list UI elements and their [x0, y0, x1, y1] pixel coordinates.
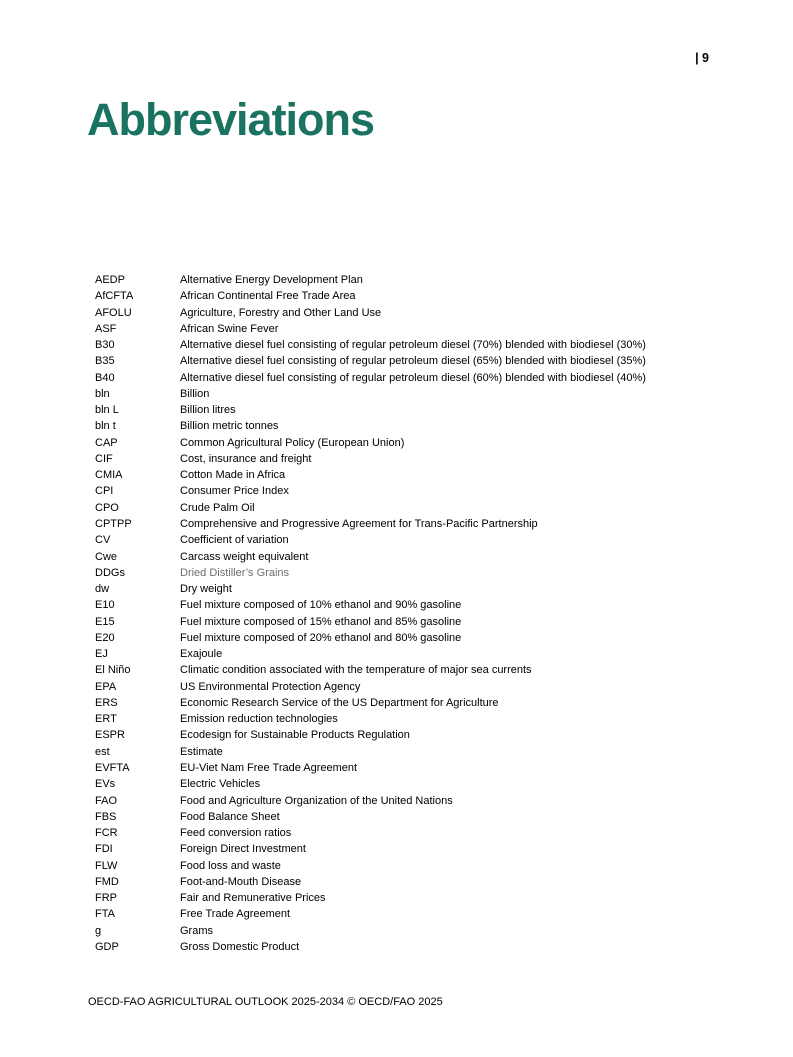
- list-item: [95, 288, 735, 304]
- abbreviation-definition: Electric Vehicles: [180, 778, 261, 791]
- abbreviation-definition: EU-Viet Nam Free Trade Agreement: [180, 761, 358, 774]
- abbreviation-definition: Fuel mixture composed of 15% ethanol and 85% gasoline: [180, 615, 462, 628]
- abbreviation-definition: Cost, insurance and freight: [180, 452, 312, 465]
- abbreviation-definition: Billion litres: [180, 404, 236, 417]
- abbreviation-definition: Ecodesign for Sustainable Products Regulation: [180, 729, 410, 742]
- abbreviation-definition: African Continental Free Trade Area: [180, 290, 356, 303]
- abbreviation-term: est: [95, 745, 110, 758]
- list-item: [95, 923, 735, 939]
- abbreviation-definition: Alternative Energy Development Plan: [180, 274, 363, 286]
- list-item: [95, 809, 735, 825]
- list-item: [95, 679, 735, 695]
- abbreviation-term: AFOLU: [95, 306, 132, 319]
- list-item: [95, 483, 735, 499]
- list-item: [95, 321, 735, 337]
- abbreviation-term: ASF: [95, 322, 117, 335]
- list-item: [95, 793, 735, 809]
- abbreviation-definition: Billion metric tonnes: [180, 420, 279, 433]
- abbreviation-term: FCR: [95, 827, 118, 840]
- abbreviation-term: GDP: [95, 940, 119, 953]
- list-item: [95, 272, 735, 288]
- abbreviation-definition: Food Balance Sheet: [180, 810, 280, 823]
- abbreviation-term: FAO: [95, 794, 118, 807]
- abbreviation-definition: Billion: [180, 387, 210, 400]
- list-item: [95, 776, 735, 792]
- list-item: [95, 451, 735, 467]
- list-item: [95, 435, 735, 451]
- abbreviation-definition: US Environmental Protection Agency: [180, 680, 361, 693]
- list-item: [95, 695, 735, 711]
- abbreviation-definition: Exajoule: [180, 648, 223, 661]
- abbreviation-term: ERS: [95, 696, 118, 709]
- list-item: [95, 581, 735, 597]
- abbreviation-term: FMD: [95, 875, 119, 888]
- abbreviation-definition: Grams: [180, 924, 213, 937]
- abbreviation-definition: Free Trade Agreement: [180, 908, 291, 921]
- list-item: [95, 825, 735, 841]
- list-item: [95, 662, 735, 678]
- abbreviation-term: B40: [95, 371, 115, 384]
- abbreviation-term: AfCFTA: [95, 290, 134, 303]
- list-item: [95, 370, 735, 386]
- abbreviation-definition: Agriculture, Forestry and Other Land Use: [180, 306, 382, 319]
- abbreviation-term: CAP: [95, 436, 118, 449]
- abbreviation-term: FRP: [95, 892, 117, 905]
- abbreviation-term: B35: [95, 355, 115, 368]
- abbreviation-definition: Coefficient of variation: [180, 534, 289, 547]
- abbreviation-definition: Alternative diesel fuel consisting of regular petroleum diesel (65%) blended with biodiesel (35%): [180, 355, 646, 368]
- abbreviation-definition: Economic Research Service of the US Department for Agriculture: [180, 696, 499, 709]
- abbreviation-term: E15: [95, 615, 115, 628]
- abbreviation-definition: Fuel mixture composed of 20% ethanol and 80% gasoline: [180, 631, 462, 644]
- abbreviation-definition: Gross Domestic Product: [180, 940, 300, 953]
- abbreviation-definition: Food loss and waste: [180, 859, 281, 872]
- abbreviation-definition: Comprehensive and Progressive Agreement for Trans-Pacific Partnership: [180, 517, 538, 530]
- list-item: [95, 305, 735, 321]
- abbreviation-term: B30: [95, 339, 115, 352]
- abbreviation-definition: Foreign Direct Investment: [180, 843, 306, 856]
- abbreviation-term: FLW: [95, 859, 118, 872]
- abbreviation-definition: Dry weight: [180, 583, 232, 596]
- list-item: [95, 418, 735, 434]
- abbreviation-term: dw: [95, 583, 110, 596]
- list-item: [95, 337, 735, 353]
- list-item: [95, 711, 735, 727]
- abbreviation-term: bln t: [95, 420, 116, 433]
- abbreviation-term: FDI: [95, 843, 113, 856]
- list-item: [95, 939, 735, 955]
- abbreviation-term: CMIA: [95, 469, 123, 482]
- abbreviation-definition: Fuel mixture composed of 10% ethanol and 90% gasoline: [180, 599, 462, 612]
- list-item: [95, 353, 735, 369]
- abbreviation-term: EPA: [95, 680, 117, 693]
- page-footer: OECD-FAO AGRICULTURAL OUTLOOK 2025-2034 © OECD/FAO 2025: [88, 996, 443, 1008]
- list-item: [95, 646, 735, 662]
- page-number: | 9: [695, 51, 709, 65]
- abbreviation-definition: Consumer Price Index: [180, 485, 289, 498]
- abbreviation-term: DDGs: [95, 566, 125, 579]
- list-item: [95, 532, 735, 548]
- abbreviation-term: CPO: [95, 501, 119, 514]
- abbreviation-definition: Climatic condition associated with the temperature of major sea currents: [180, 664, 532, 677]
- list-item: [95, 906, 735, 922]
- abbreviation-term: E10: [95, 599, 115, 612]
- abbreviation-definition: Alternative diesel fuel consisting of regular petroleum diesel (70%) blended with biodiesel (30%): [180, 339, 646, 352]
- abbreviation-term: ERT: [95, 713, 117, 726]
- abbreviation-definition: Crude Palm Oil: [180, 501, 255, 514]
- page-title: Abbreviations: [87, 94, 375, 145]
- list-item: [95, 744, 735, 760]
- abbreviation-term: EVs: [95, 778, 116, 791]
- list-item: [95, 841, 735, 857]
- list-item: [95, 890, 735, 906]
- list-item: [95, 500, 735, 516]
- abbreviation-term: CPI: [95, 485, 114, 498]
- abbreviation-definition: Common Agricultural Policy (European Union): [180, 436, 405, 449]
- abbreviation-definition: Foot-and-Mouth Disease: [180, 875, 302, 888]
- abbreviation-term: AEDP: [95, 274, 125, 286]
- abbreviation-term: E20: [95, 631, 115, 644]
- abbreviation-definition: Cotton Made in Africa: [180, 469, 286, 482]
- list-item: [95, 614, 735, 630]
- list-item: [95, 467, 735, 483]
- list-item: [95, 386, 735, 402]
- abbreviation-term: El Niño: [95, 664, 131, 677]
- abbreviation-definition: Fair and Remunerative Prices: [180, 892, 326, 905]
- abbreviation-term: CIF: [95, 452, 113, 465]
- list-item: [95, 402, 735, 418]
- list-item: [95, 874, 735, 890]
- abbreviation-definition: African Swine Fever: [180, 322, 279, 335]
- list-item: [95, 565, 735, 581]
- abbreviation-term: EVFTA: [95, 761, 130, 774]
- abbreviation-definition: Carcass weight equivalent: [180, 550, 309, 563]
- list-item: [95, 727, 735, 743]
- abbreviation-term: Cwe: [95, 550, 118, 563]
- abbreviation-term: CV: [95, 534, 111, 547]
- list-item: [95, 597, 735, 613]
- abbreviation-term: g: [95, 924, 102, 937]
- abbreviation-definition: Estimate: [180, 745, 223, 758]
- abbreviation-definition: Alternative diesel fuel consisting of regular petroleum diesel (60%) blended with biodiesel (40%): [180, 371, 646, 384]
- abbreviation-definition: Food and Agriculture Organization of the United Nations: [180, 794, 453, 807]
- abbreviation-term: bln: [95, 387, 110, 400]
- list-item: [95, 516, 735, 532]
- abbreviation-term: ESPR: [95, 729, 125, 742]
- list-item: [95, 760, 735, 776]
- abbreviation-list: [95, 272, 735, 955]
- abbreviation-term: bln L: [95, 404, 119, 417]
- abbreviation-term: FBS: [95, 810, 117, 823]
- list-item: [95, 630, 735, 646]
- abbreviation-term: EJ: [95, 648, 108, 661]
- abbreviation-definition: Dried Distiller’s Grains: [180, 566, 290, 579]
- list-item: [95, 858, 735, 874]
- list-item: [95, 549, 735, 565]
- abbreviation-term: FTA: [95, 908, 115, 921]
- abbreviation-definition: Emission reduction technologies: [180, 713, 338, 726]
- abbreviation-term: CPTPP: [95, 517, 132, 530]
- abbreviation-definition: Feed conversion ratios: [180, 827, 292, 840]
